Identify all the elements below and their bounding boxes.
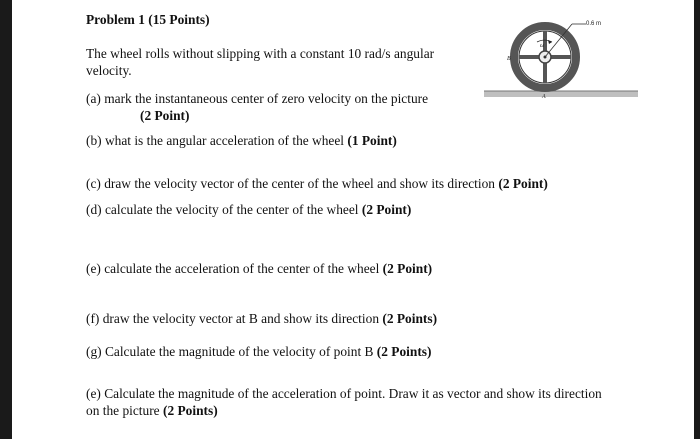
question-e2-text: on the picture: [86, 403, 163, 418]
document-page: [12, 0, 694, 439]
question-e-text: (e) calculate the acceleration of the center of the wheel: [86, 261, 383, 276]
question-a: [86, 91, 428, 107]
question-e2-points: (2 Points): [162, 403, 218, 418]
question-b: [86, 133, 397, 149]
ground: [484, 91, 638, 97]
intro-line-1: The wheel rolls without slipping with a constant 10 rad/s angular: [86, 46, 435, 61]
question-f-text: (f) draw the velocity vector at B and show its direction: [86, 311, 383, 326]
wheel-figure: [482, 10, 642, 105]
question-e-points: (2 Point): [382, 261, 433, 276]
question-a-text: (a) mark the instantaneous center of zero velocity on the picture: [86, 91, 429, 106]
question-f: [86, 311, 437, 327]
omega-arrowhead: [548, 40, 552, 44]
question-d-text: (d) calculate the velocity of the center of the wheel: [86, 202, 362, 217]
question-e2-line-1: (e) Calculate the magnitude of the acceleration of point. Draw it as vector and show its direction: [86, 386, 602, 401]
problem-title: Problem 1 (15 Points): [86, 12, 210, 27]
question-b-points: (1 Point): [347, 133, 397, 148]
question-c-text: (c) draw the velocity vector of the center of the wheel and show its direction: [86, 176, 499, 191]
question-a-points: (2 Point): [140, 108, 190, 123]
intro-line-2: velocity.: [86, 63, 132, 78]
question-g: [86, 344, 431, 360]
question-c: [86, 176, 548, 192]
point-b-label: B: [507, 56, 511, 62]
question-d-points: (2 Point): [361, 202, 412, 217]
omega-label: ω: [540, 43, 545, 49]
question-b-text: (b) what is the angular acceleration of the wheel: [86, 133, 348, 148]
question-e2-line-2: [86, 403, 218, 419]
question-g-text: (g) Calculate the magnitude of the velocity of point B: [86, 344, 377, 359]
question-c-points: (2 Point): [498, 176, 548, 191]
radius-label: 0.6 m: [586, 21, 602, 27]
question-e: [86, 261, 432, 277]
question-g-points: (2 Points): [376, 344, 432, 359]
question-d: [86, 202, 411, 218]
question-f-points: (2 Points): [382, 311, 438, 326]
point-a-label: A: [542, 94, 546, 100]
